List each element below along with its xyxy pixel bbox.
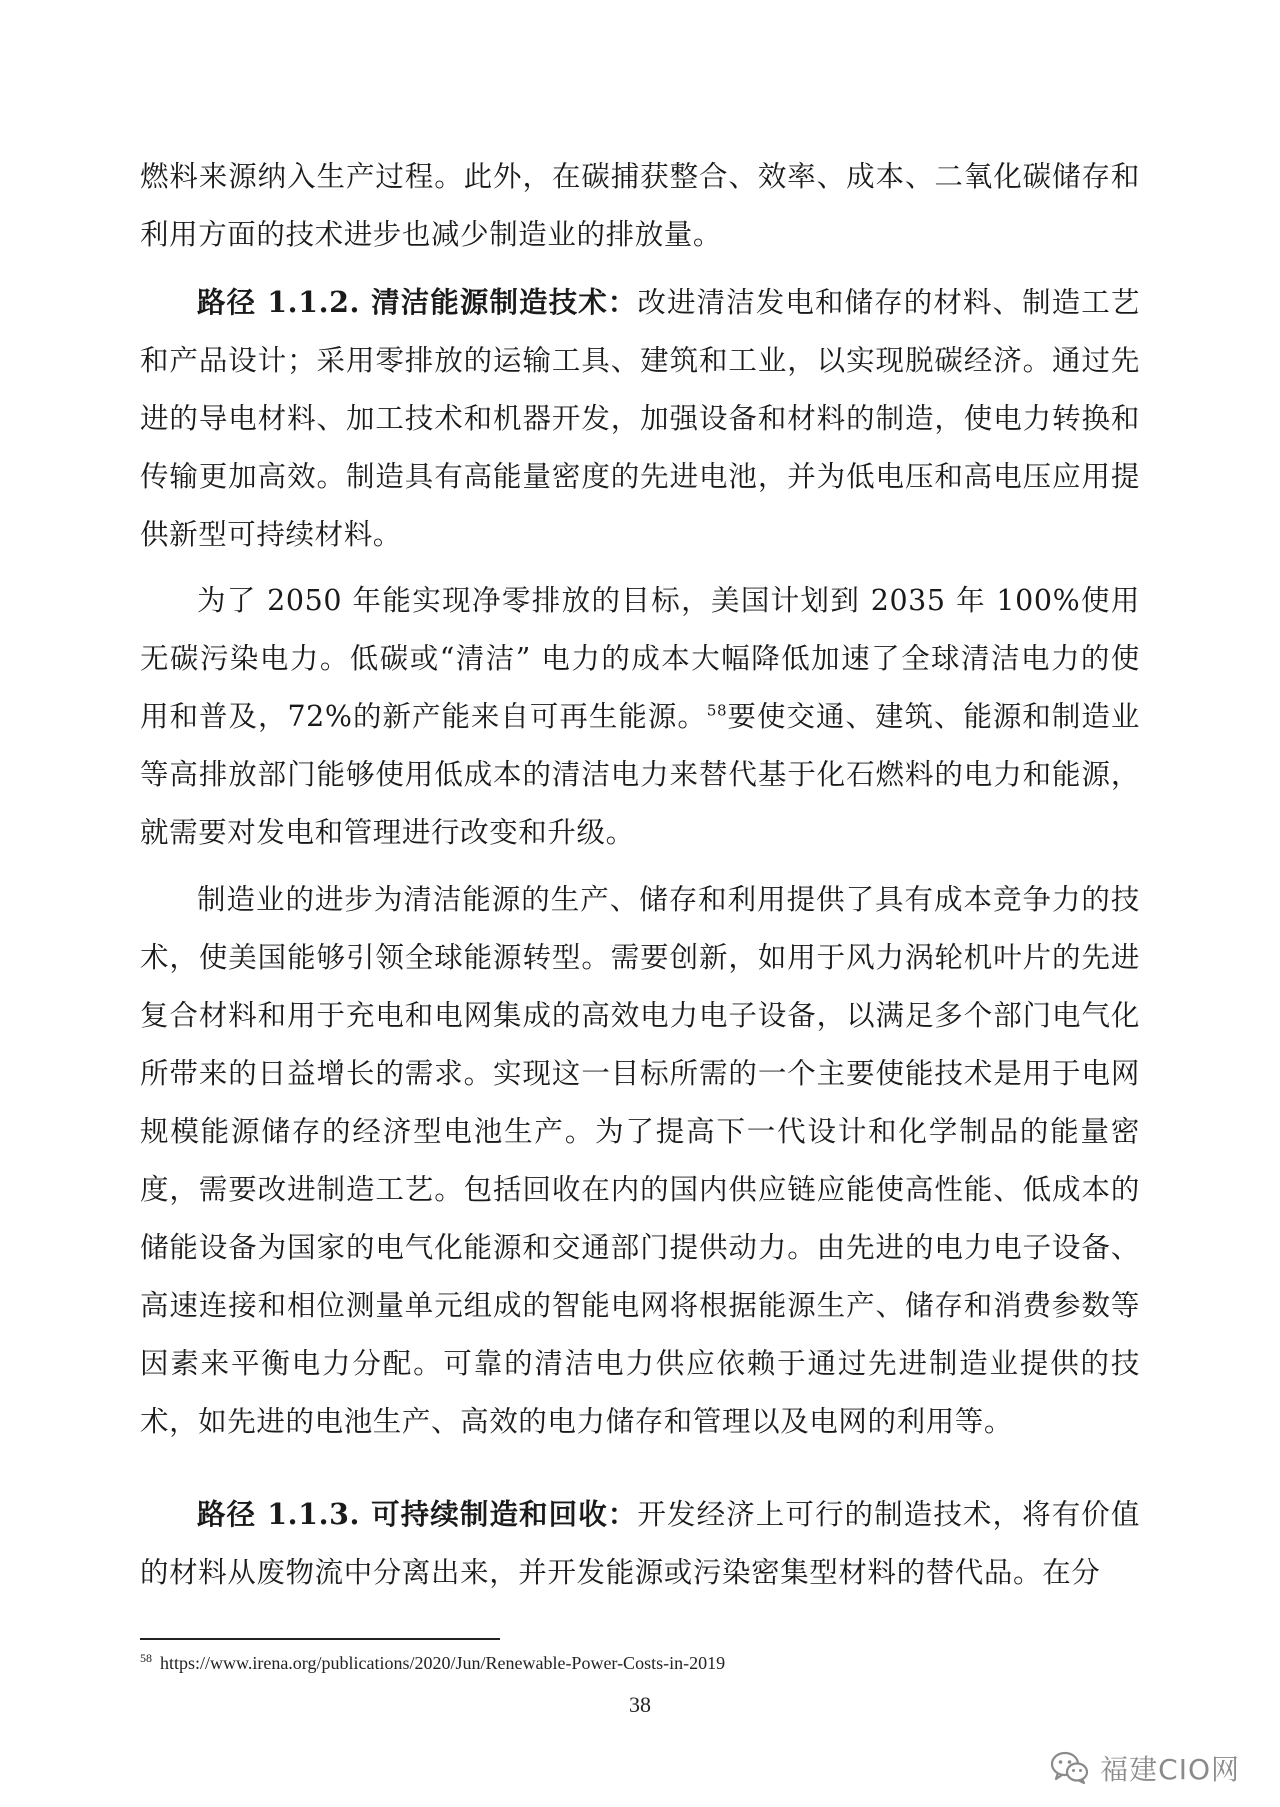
paragraph-text: 制造业的进步为清洁能源的生产、储存和利用提供了具有成本竞争力的技术，使美国能够引领全球能源转型。需要创新，如用于风力涡轮机叶片的先进复合材料和用于充电和电网集成的高效电力电子设备，以满足多个部门电气化所带来的日益增长的需求。实现这一目标所需的一个主要使能技术是用于电网规模能源储存的经济型电池生产。为了提高下一代设计和化学制品的能量密度，需要改进制造工艺。包括回收在内的国内供应链应能使高性能、低成本的储能设备为国家的电气化能源和交通部门提供动力。由先进的电力电子设备、高速连接和相位测量单元组成的智能电网将根据能源生产、储存和消费参数等因素来平衡电力分配。可靠的清洁电力供应依赖于通过先进制造业提供的技术，如先进的电池生产、高效的电力储存和管理以及电网的利用等。 (140, 883, 1140, 1438)
footnote-link[interactable]: https://www.irena.org/publications/2020/Jun/Renewable-Power-Costs-in-2019 (160, 1653, 726, 1673)
page-number: 38 (629, 1692, 651, 1717)
paragraph-net-zero-goal (140, 572, 1140, 862)
paragraph-text: 改进清洁发电和储存的材料、制造工艺和产品设计；采用零排放的运输工具、建筑和工业，以实现脱碳经济。通过先进的导电材料、加工技术和机器开发，加强设备和材料的制造，使电力转换和传输更加高效。制造具有高能量密度的先进电池，并为低电压和高电压应用提供新型可持续材料。 (140, 286, 1140, 551)
footnote (140, 1650, 725, 1676)
paragraph-pathway-1-1-3 (140, 1485, 1140, 1602)
paragraph-text: 为了 2050 年能实现净零排放的目标，美国计划到 2035 年 100%使用无碳污染电力。低碳或“清洁” 电力的成本大幅降低加速了全球清洁电力的使用和普及，72%的新产能来自可再生能源。 (140, 584, 1140, 733)
wechat-icon (1050, 1751, 1090, 1785)
paragraph-continuation (140, 148, 1140, 264)
footnote-reference[interactable]: 58 (706, 701, 728, 720)
footnote-divider (140, 1638, 500, 1640)
watermark (1050, 1748, 1240, 1788)
pathway-heading: 路径 1.1.3. 可持续制造和回收： (197, 1497, 638, 1531)
pathway-heading: 路径 1.1.2. 清洁能源制造技术： (197, 285, 638, 319)
footnote-number: 58 (140, 1651, 152, 1665)
paragraph-pathway-1-1-2 (140, 273, 1140, 564)
paragraph-manufacturing-progress (140, 871, 1140, 1451)
watermark-text: 福建CIO网 (1100, 1753, 1240, 1786)
paragraph-text: 要使交通、建筑、能源和制造业等高排放部门能够使用低成本的清洁电力来替代基于化石燃料的电力和能源，就需要对发电和管理进行改变和升级。 (140, 700, 1140, 849)
paragraph-text: 燃料来源纳入生产过程。此外，在碳捕获整合、效率、成本、二氧化碳储存和利用方面的技术进步也减少制造业的排放量。 (140, 160, 1140, 251)
paragraph-text: 开发经济上可行的制造技术，将有价值的材料从废物流中分离出来，并开发能源或污染密集型材料的替代品。在分 (140, 1498, 1140, 1589)
